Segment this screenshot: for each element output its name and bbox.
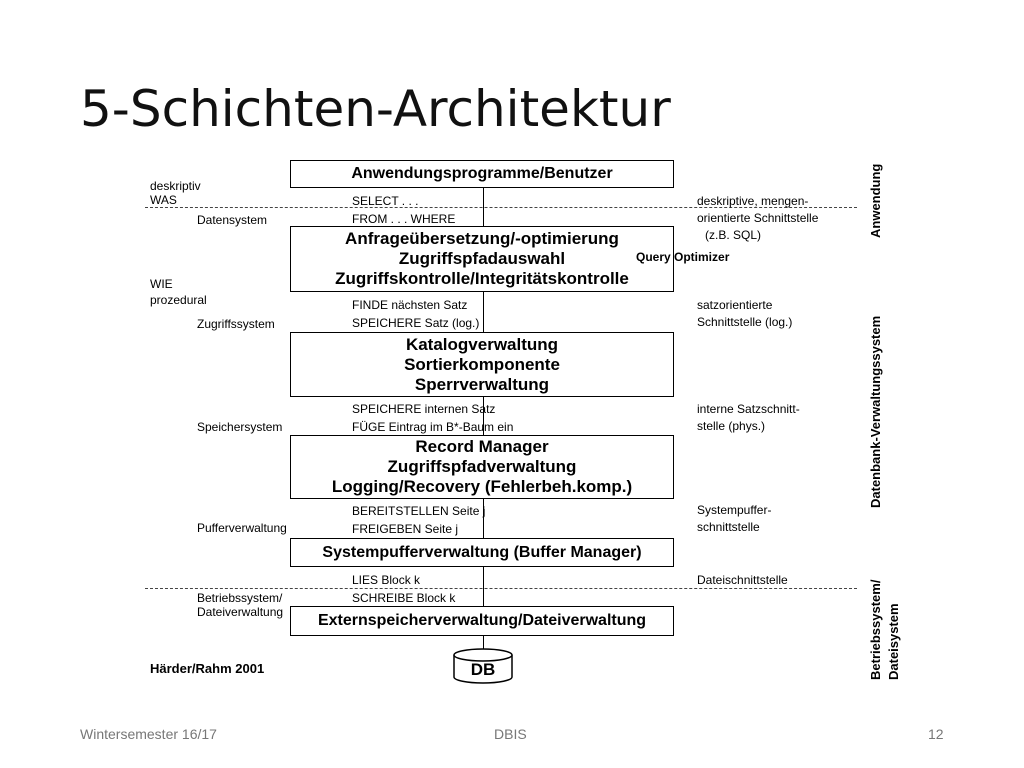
database-label: DB bbox=[470, 660, 496, 679]
interface-ops-2 bbox=[352, 298, 479, 330]
right-label-2 bbox=[697, 297, 792, 331]
label-line: deskriptive, mengen- bbox=[697, 194, 809, 208]
box-line: Zugriffspfadverwaltung bbox=[387, 457, 577, 476]
label-wie: WIE bbox=[150, 277, 173, 291]
footer-right: 12 bbox=[928, 726, 944, 742]
separator-betriebssystem bbox=[145, 588, 857, 589]
label-line: Dateiverwaltung bbox=[197, 605, 284, 619]
op-line: SPEICHERE internen Satz bbox=[352, 402, 496, 416]
interface-ops-4 bbox=[352, 504, 485, 536]
box-datensystem bbox=[290, 226, 674, 292]
box-line: Anfrageübersetzung/-optimierung bbox=[345, 229, 619, 248]
label-zugriffssystem: Zugriffssystem bbox=[197, 317, 275, 331]
label-line: Systempuffer- bbox=[697, 503, 772, 517]
op-line: SELECT . . . bbox=[352, 194, 419, 208]
box-externspeicher bbox=[290, 606, 674, 636]
side-label-bs-line2: Dateisystem bbox=[886, 603, 901, 680]
label-was: WAS bbox=[150, 193, 177, 207]
op-line: SPEICHERE Satz (log.) bbox=[352, 316, 480, 330]
side-label-bs-line1: Betriebssystem/ bbox=[868, 579, 883, 680]
box-speichersystem bbox=[290, 435, 674, 499]
query-optimizer-label: Query Optimizer bbox=[636, 250, 730, 264]
label-betriebssystem bbox=[197, 591, 283, 619]
box-zugriffssystem bbox=[290, 332, 674, 397]
op-line: FREIGEBEN Seite j bbox=[352, 522, 459, 536]
box-line: Zugriffspfadauswahl bbox=[398, 249, 566, 268]
right-label-3 bbox=[697, 401, 800, 435]
op-line: FROM . . . WHERE bbox=[352, 212, 456, 226]
footer-center: DBIS bbox=[494, 726, 527, 742]
box-pufferverwaltung bbox=[290, 538, 674, 567]
label-line: Schnittstelle (log.) bbox=[697, 315, 793, 329]
side-label-dbvs: Datenbank-Verwaltungssystem bbox=[868, 315, 883, 508]
label-pufferverwaltung: Pufferverwaltung bbox=[197, 521, 287, 535]
op-line: SCHREIBE Block k bbox=[352, 591, 456, 605]
label-line: satzorientierte bbox=[697, 298, 773, 312]
side-label-anwendung: Anwendung bbox=[868, 163, 883, 238]
interface-ops-1 bbox=[352, 194, 455, 226]
label-prozedural: prozedural bbox=[150, 293, 207, 307]
op-line: FINDE nächsten Satz bbox=[352, 298, 468, 312]
label-deskriptiv: deskriptiv bbox=[150, 179, 201, 193]
box-anwendungsprogramme bbox=[290, 160, 674, 188]
label-datensystem: Datensystem bbox=[197, 213, 268, 227]
box-line: Record Manager bbox=[415, 437, 549, 456]
right-label-4 bbox=[697, 502, 771, 536]
label-line: stelle (phys.) bbox=[697, 419, 766, 433]
op-line: BEREITSTELLEN Seite j bbox=[352, 504, 486, 518]
box-line: Katalogverwaltung bbox=[405, 334, 559, 354]
right-label-5: Dateischnittstelle bbox=[697, 573, 788, 587]
interface-ops-3 bbox=[352, 402, 513, 434]
slide-title: 5-Schichten-Architektur bbox=[80, 80, 671, 138]
label-line: schnittstelle bbox=[697, 520, 760, 534]
box-line: Sortierkomponente bbox=[404, 354, 560, 374]
interface-ops-5 bbox=[352, 573, 455, 605]
label-line: (z.B. SQL) bbox=[705, 228, 762, 242]
label-line: Betriebssystem/ bbox=[197, 591, 283, 605]
citation: Härder/Rahm 2001 bbox=[150, 661, 265, 676]
box-line: Systempufferverwaltung (Buffer Manager) bbox=[322, 543, 642, 561]
box-line: Zugriffskontrolle/Integritätskontrolle bbox=[335, 269, 629, 288]
op-line: LIES Block k bbox=[352, 573, 421, 587]
label-speichersystem: Speichersystem bbox=[197, 420, 283, 434]
box-line: Logging/Recovery (Fehlerbeh.komp.) bbox=[331, 477, 633, 496]
footer-left: Wintersemester 16/17 bbox=[80, 726, 217, 742]
op-line: FÜGE Eintrag im B*-Baum ein bbox=[352, 420, 514, 434]
label-line: orientierte Schnittstelle bbox=[697, 211, 819, 225]
right-label-1 bbox=[697, 193, 818, 244]
box-line: Anwendungsprogramme/Benutzer bbox=[351, 165, 613, 182]
box-line: Externspeicherverwaltung/Dateiverwaltung bbox=[317, 612, 647, 629]
label-line: interne Satzschnitt- bbox=[697, 402, 800, 416]
box-line: Sperrverwaltung bbox=[414, 374, 550, 394]
